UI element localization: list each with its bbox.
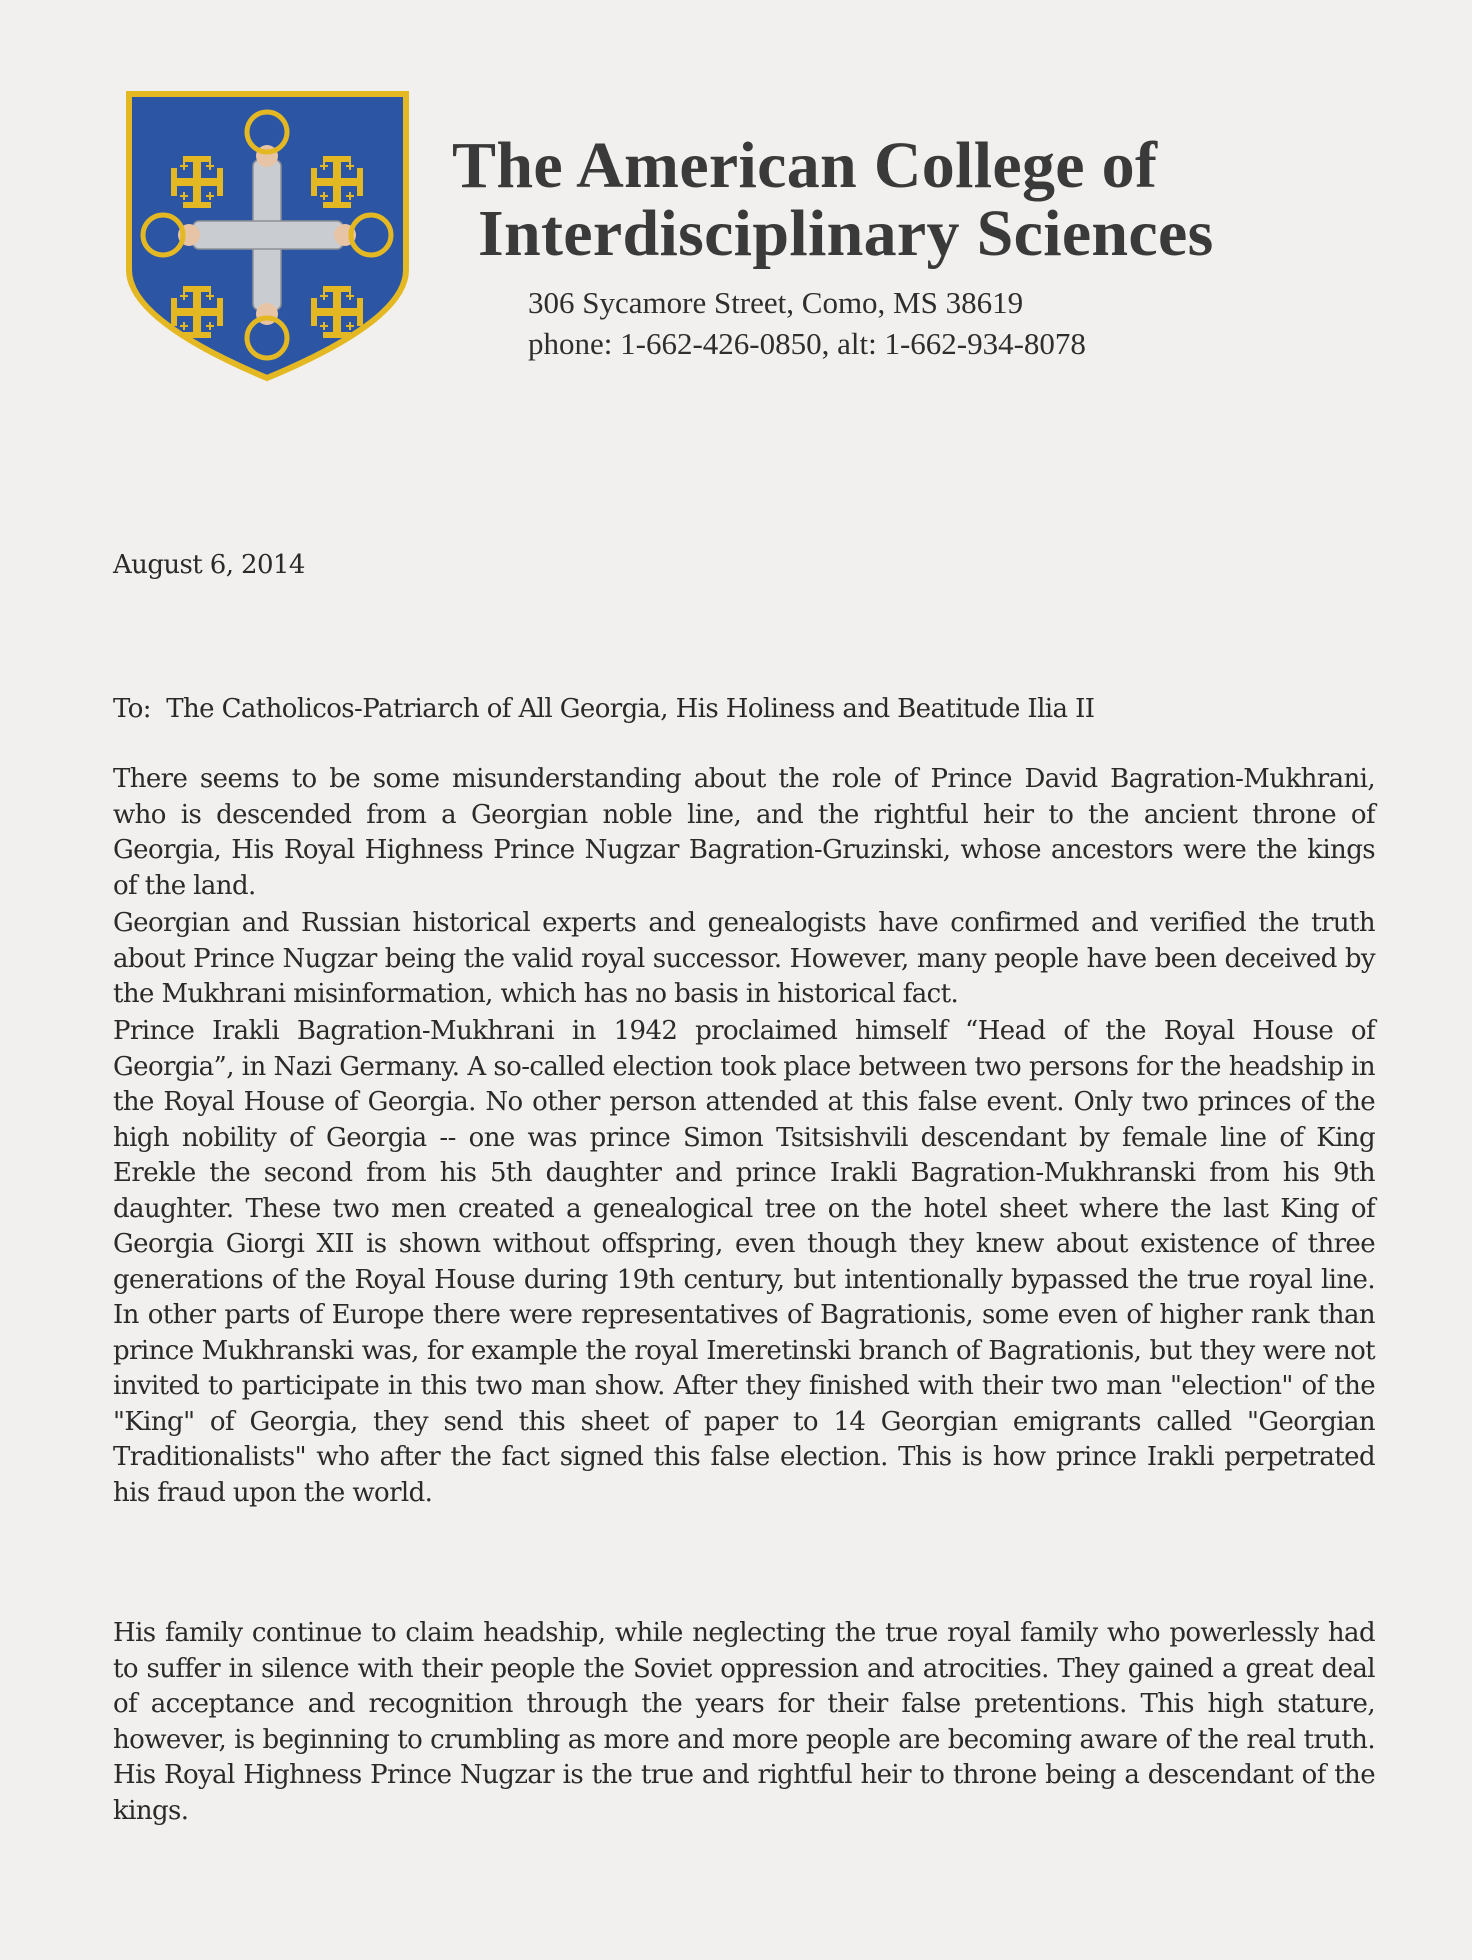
paragraph-4: [113, 1616, 1375, 1829]
contact-block: [528, 282, 1086, 364]
paragraph-2: [113, 906, 1375, 1013]
letter-date: August 6, 2014: [113, 550, 305, 580]
paragraph-3: [113, 1014, 1375, 1511]
coat-of-arms-icon: [125, 90, 410, 382]
recipient-line: To: The Catholicos-Patriarch of All Georgia, His Holiness and Beatitude Ilia II: [113, 694, 1095, 724]
paragraph-1: [113, 762, 1375, 904]
paragraph-text: Georgian and Russian historical experts and genealogists have confirmed and verified the truth about Prince Nugzar being the valid royal successor. However, many people have been deceived by the Mukhrani misinformation, which has no basis in historical fact.: [113, 908, 1375, 1009]
paragraph-text: Prince Irakli Bagration-Mukhrani in 1942 proclaimed himself “Head of the Royal House of Georgia”, in Nazi Germany. A so-called election took place between two persons for the headship in the Royal House of Georgia. No other person attended at this false event. Only two princes of the high nobility of Georgia -- one was prince Simon Tsitsishvili descendant by female line of King Erekle the second from his 5th daughter and prince Irakli Bagration-Mukhranski from his 9th daughter. These two men created a genealogical tree on the hotel sheet where the last King of Georgia Giorgi XII is shown without offspring, even though they knew about existence of three generations of the Royal House during 19th century, but intentionally bypassed the true royal line. In other parts of Europe there were representatives of Bagrationis, some even of higher rank than prince Mukhranski was, for example the royal Imeretinski branch of Bagrationis, but they were not invited to participate in this two man show. After they finished with their two man "election" of the "King" of Georgia, they send this sheet of paper to 14 Georgian emigrants called "Georgian Traditionalists" who after the fact signed this false election. This is how prince Irakli perpetrated his fraud upon the world.: [113, 1016, 1375, 1508]
paragraph-text: There seems to be some misunderstanding about the role of Prince David Bagration-Mukhrani, who is descended from a Georgian noble line, and the rightful heir to the ancient throne of Georgia, His Royal Highness Prince Nugzar Bagration-Gruzinski, whose ancestors were the kings of the land.: [113, 764, 1375, 901]
paragraph-text: His family continue to claim headship, while neglecting the true royal family who powerlessly had to suffer in silence with their people the Soviet oppression and atrocities. They gained a great deal of acceptance and recognition through the years for their false pretentions. This high stature, however, is beginning to crumbling as more and more people are becoming aware of the real truth. His Royal Highness Prince Nugzar is the true and rightful heir to throne being a descendant of the kings.: [113, 1618, 1375, 1826]
institution-name: [452, 129, 1214, 270]
phone-numbers: phone: 1-662-426-0850, alt: 1-662-934-8078: [528, 326, 1086, 361]
institution-name-line2: Interdisciplinary Sciences: [478, 197, 1214, 270]
institution-name-line1: The American College of: [452, 129, 1158, 202]
street-address: 306 Sycamore Street, Como, MS 38619: [528, 285, 1024, 320]
